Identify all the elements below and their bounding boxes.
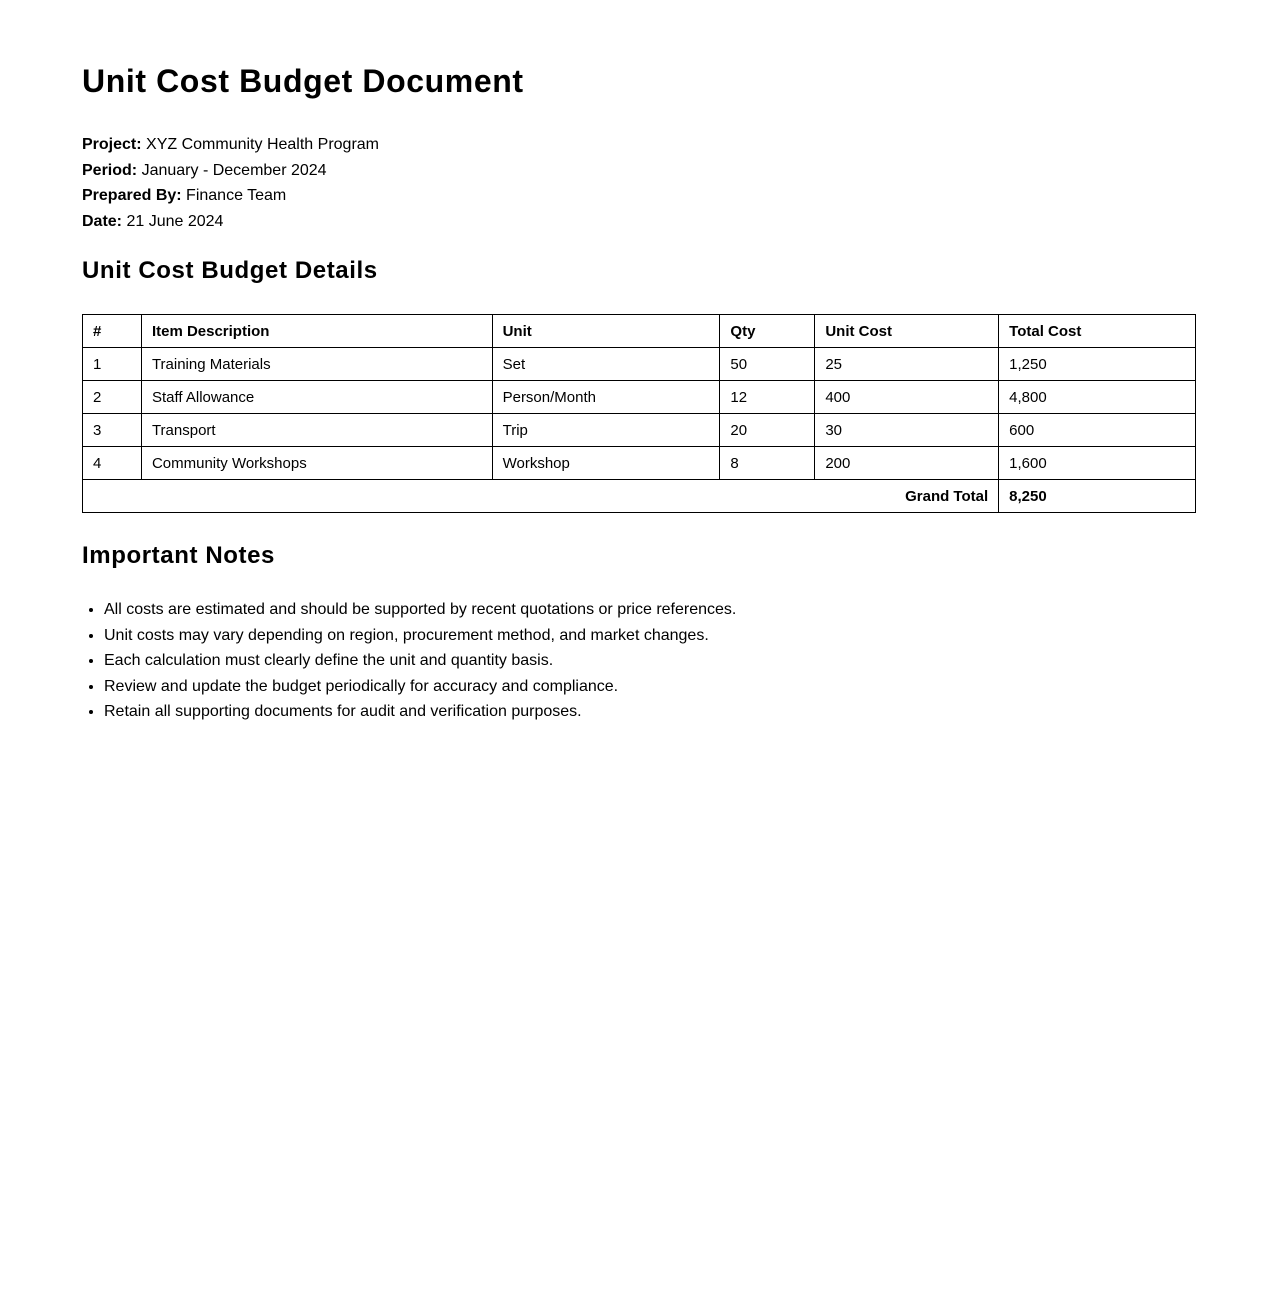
cell-qty: 8	[720, 447, 815, 480]
grand-total-row	[83, 480, 1196, 513]
meta-date-value: 21 June 2024	[126, 212, 224, 230]
cell-unit: Trip	[492, 414, 720, 447]
grand-total-label: Grand Total	[83, 480, 999, 513]
cell-total-cost: 1,600	[999, 447, 1196, 480]
list-item: • Unit costs may vary depending on region, procurement method, and market changes.	[104, 623, 1196, 649]
meta-project-value: XYZ Community Health Program	[146, 136, 379, 153]
column-header-number: #	[83, 315, 142, 348]
table-row	[83, 447, 1196, 480]
cell-number: 3	[83, 414, 142, 447]
table-header-row	[83, 315, 1196, 348]
cell-item-description: Community Workshops	[141, 447, 492, 480]
notes-list	[82, 597, 1196, 725]
column-header-item-description: Item Description	[141, 315, 492, 348]
cell-number: 2	[83, 381, 142, 414]
table-row	[83, 381, 1196, 414]
document-title: Unit Cost Budget Document	[82, 63, 524, 99]
meta-project-label: Project:	[82, 136, 142, 153]
meta-prepared-by	[82, 183, 1196, 209]
list-item: • Retain all supporting documents for audit and verification purposes.	[104, 699, 1196, 725]
list-item: • All costs are estimated and should be supported by recent quotations or price references.	[104, 597, 1196, 623]
meta-period-value: January - December 2024	[141, 161, 327, 179]
column-header-qty: Qty	[720, 315, 815, 348]
list-item: • Each calculation must clearly define the unit and quantity basis.	[104, 648, 1196, 674]
meta-date	[82, 209, 1196, 235]
table-row	[83, 414, 1196, 447]
cell-unit-cost: 200	[815, 447, 999, 480]
cell-total-cost: 1,250	[999, 348, 1196, 381]
meta-prepared-value: Finance Team	[186, 187, 287, 204]
meta-period	[82, 158, 1196, 184]
cell-number: 4	[83, 447, 142, 480]
cell-qty: 50	[720, 348, 815, 381]
meta-period-label: Period:	[82, 161, 138, 179]
cell-unit: Set	[492, 348, 720, 381]
cell-unit: Person/Month	[492, 381, 720, 414]
cell-item-description: Training Materials	[141, 348, 492, 381]
cell-unit-cost: 25	[815, 348, 999, 381]
cell-item-description: Transport	[141, 414, 492, 447]
cell-total-cost: 4,800	[999, 381, 1196, 414]
meta-date-label: Date:	[82, 212, 123, 230]
column-header-unit-cost: Unit Cost	[815, 315, 999, 348]
cell-qty: 12	[720, 381, 815, 414]
cell-unit: Workshop	[492, 447, 720, 480]
cell-total-cost: 600	[999, 414, 1196, 447]
meta-prepared-label: Prepared By:	[82, 187, 182, 204]
cell-unit-cost: 30	[815, 414, 999, 447]
table-row	[83, 348, 1196, 381]
budget-table	[82, 314, 1196, 513]
cell-unit-cost: 400	[815, 381, 999, 414]
details-heading: Unit Cost Budget Details	[82, 257, 378, 284]
document-meta	[82, 132, 1196, 234]
cell-number: 1	[83, 348, 142, 381]
cell-item-description: Staff Allowance	[141, 381, 492, 414]
list-item: • Review and update the budget periodically for accuracy and compliance.	[104, 674, 1196, 700]
notes-heading: Important Notes	[82, 542, 276, 569]
column-header-unit: Unit	[492, 315, 720, 348]
column-header-total-cost: Total Cost	[999, 315, 1196, 348]
grand-total-value: 8,250	[999, 480, 1196, 513]
meta-project	[82, 132, 1196, 158]
cell-qty: 20	[720, 414, 815, 447]
